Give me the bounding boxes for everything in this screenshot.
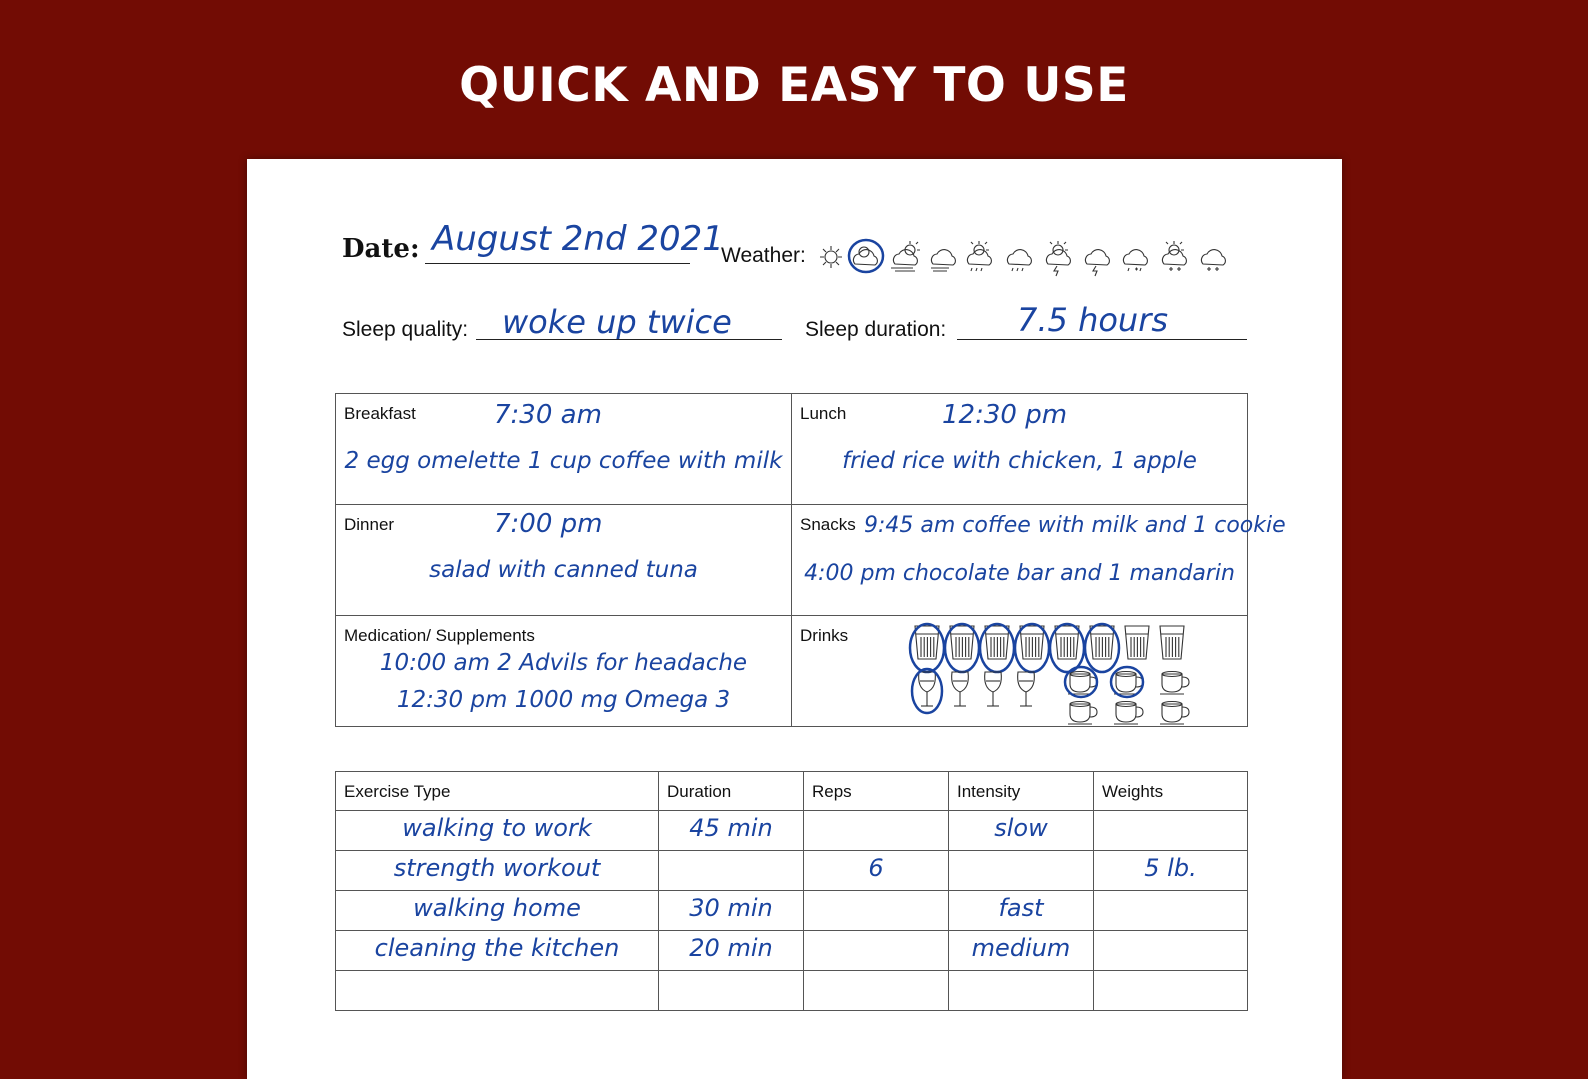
exercise-cell[interactable] [336, 851, 659, 891]
breakfast-label: Breakfast [344, 404, 416, 423]
dinner-time: 7:00 pm [494, 509, 603, 539]
exercise-cell[interactable] [336, 891, 659, 931]
meals-table [335, 393, 1286, 727]
water-glass-icon[interactable] [1090, 626, 1114, 659]
coffee-cup-icon[interactable] [1160, 702, 1189, 725]
drinks-cell[interactable] [792, 616, 1248, 727]
sleep-quality-underline [476, 339, 782, 340]
exercise-cell[interactable] [1094, 931, 1248, 971]
wine-glass-icon[interactable] [985, 672, 1002, 706]
exercise-cell[interactable] [336, 971, 659, 1011]
exercise-duration: 30 min [689, 894, 773, 922]
sleep-duration-underline [957, 339, 1247, 340]
exercise-cell[interactable] [659, 971, 804, 1011]
sun-cloud-rain-icon[interactable] [967, 241, 991, 271]
duration-header: Duration [667, 782, 732, 801]
exercise-type-header: Exercise Type [344, 782, 451, 801]
partly-cloudy-icon[interactable] [853, 247, 877, 265]
breakfast-time: 7:30 am [494, 400, 602, 430]
exercise-type: cleaning the kitchen [374, 934, 620, 962]
exercise-type: walking home [413, 894, 581, 922]
exercise-cell[interactable] [804, 851, 949, 891]
exercise-table [335, 771, 1248, 1011]
exercise-cell[interactable] [949, 971, 1094, 1011]
breakfast-cell[interactable] [336, 394, 792, 505]
exercise-cell[interactable] [1094, 811, 1248, 851]
exercise-intensity: slow [994, 814, 1048, 842]
water-glass-icon[interactable] [1125, 626, 1149, 659]
medication-line-1: 10:00 am 2 Advils for headache [379, 650, 748, 676]
exercise-cell[interactable] [1094, 851, 1248, 891]
dinner-cell[interactable] [336, 505, 792, 616]
exercise-row [336, 971, 1248, 1011]
exercise-duration: 45 min [689, 814, 773, 842]
exercise-cell[interactable] [659, 811, 804, 851]
exercise-cell[interactable] [804, 811, 949, 851]
water-glass-icon[interactable] [1160, 626, 1184, 659]
water-glass-icon[interactable] [985, 626, 1009, 659]
wine-glass-icon[interactable] [919, 672, 936, 706]
exercise-cell[interactable] [949, 811, 1094, 851]
medication-label: Medication/ Supplements [344, 626, 535, 645]
medication-cell[interactable] [336, 616, 792, 727]
exercise-cell[interactable] [336, 931, 659, 971]
exercise-cell[interactable] [949, 891, 1094, 931]
date-underline [425, 263, 690, 264]
exercise-intensity: fast [998, 894, 1044, 922]
lunch-time: 12:30 pm [942, 400, 1068, 430]
snacks-label: Snacks [800, 515, 856, 534]
sleep-duration-value[interactable]: 7.5 hours [1017, 301, 1169, 339]
exercise-row [336, 891, 1248, 931]
date-label: Date: [342, 234, 420, 264]
cloud-snow-rain-icon[interactable] [1123, 250, 1147, 271]
dinner-food: salad with canned tuna [429, 557, 698, 583]
exercise-weights: 5 lb. [1144, 854, 1197, 882]
exercise-cell[interactable] [659, 931, 804, 971]
sleep-duration-label: Sleep duration: [805, 318, 947, 341]
snacks-cell[interactable] [792, 505, 1286, 616]
exercise-cell[interactable] [949, 851, 1094, 891]
exercise-row [336, 851, 1248, 891]
exercise-intensity: medium [971, 934, 1071, 962]
cloud-rain-icon[interactable] [1007, 250, 1031, 271]
exercise-row [336, 931, 1248, 971]
drinks-tracker [907, 616, 1207, 726]
water-glass-icon[interactable] [1055, 626, 1079, 659]
medication-line-2: 12:30 pm 1000 mg Omega 3 [396, 687, 731, 713]
weather-icon-row [817, 234, 1249, 278]
wine-glass-icon[interactable] [1018, 672, 1035, 706]
exercise-cell[interactable] [659, 851, 804, 891]
exercise-cell[interactable] [949, 931, 1094, 971]
sleep-quality-value[interactable]: woke up twice [502, 303, 732, 341]
journal-page [247, 159, 1342, 1079]
sleep-quality-label: Sleep quality: [342, 318, 469, 341]
reps-header: Reps [812, 782, 852, 801]
sun-cloud-storm-icon[interactable] [1046, 241, 1070, 276]
exercise-cell[interactable] [804, 891, 949, 931]
sun-haze-icon[interactable] [891, 241, 920, 271]
intensity-header: Intensity [957, 782, 1021, 801]
coffee-cup-icon[interactable] [1114, 702, 1143, 725]
breakfast-food: 2 egg omelette 1 cup coffee with milk [344, 448, 783, 474]
lunch-food: fried rice with chicken, 1 apple [842, 448, 1197, 474]
date-value[interactable]: August 2nd 2021 [432, 219, 724, 259]
sun-cloud-snow-icon[interactable] [1162, 241, 1186, 271]
exercise-cell[interactable] [804, 971, 949, 1011]
exercise-cell[interactable] [336, 811, 659, 851]
cloud-wind-icon[interactable] [931, 250, 955, 271]
exercise-cell[interactable] [804, 931, 949, 971]
exercise-type: strength workout [393, 854, 601, 882]
weather-label: Weather: [721, 244, 806, 267]
weights-header: Weights [1102, 782, 1164, 801]
cloud-storm-icon[interactable] [1085, 250, 1109, 276]
water-glass-icon[interactable] [950, 626, 974, 659]
sun-icon[interactable] [820, 246, 842, 268]
exercise-cell[interactable] [1094, 971, 1248, 1011]
exercise-type: walking to work [402, 814, 592, 842]
coffee-cup-icon[interactable] [1160, 672, 1189, 695]
water-glass-icon[interactable] [915, 626, 939, 659]
lunch-label: Lunch [800, 404, 847, 423]
exercise-reps: 6 [868, 854, 884, 882]
wine-glass-icon[interactable] [952, 672, 969, 706]
snacks-line-2: 4:00 pm chocolate bar and 1 mandarin [804, 561, 1235, 586]
exercise-cell[interactable] [659, 891, 804, 931]
exercise-duration: 20 min [689, 934, 773, 962]
coffee-cup-icon[interactable] [1068, 702, 1097, 725]
banner-title: QUICK AND EASY TO USE [459, 58, 1129, 113]
snacks-line-1: 9:45 am coffee with milk and 1 cookie [864, 513, 1286, 538]
exercise-row [336, 811, 1248, 851]
lunch-cell[interactable] [792, 394, 1248, 505]
exercise-cell[interactable] [1094, 891, 1248, 931]
cloud-snow-icon[interactable] [1201, 250, 1225, 271]
dinner-label: Dinner [344, 515, 395, 534]
water-glass-icon[interactable] [1020, 626, 1044, 659]
drinks-label: Drinks [800, 626, 849, 645]
